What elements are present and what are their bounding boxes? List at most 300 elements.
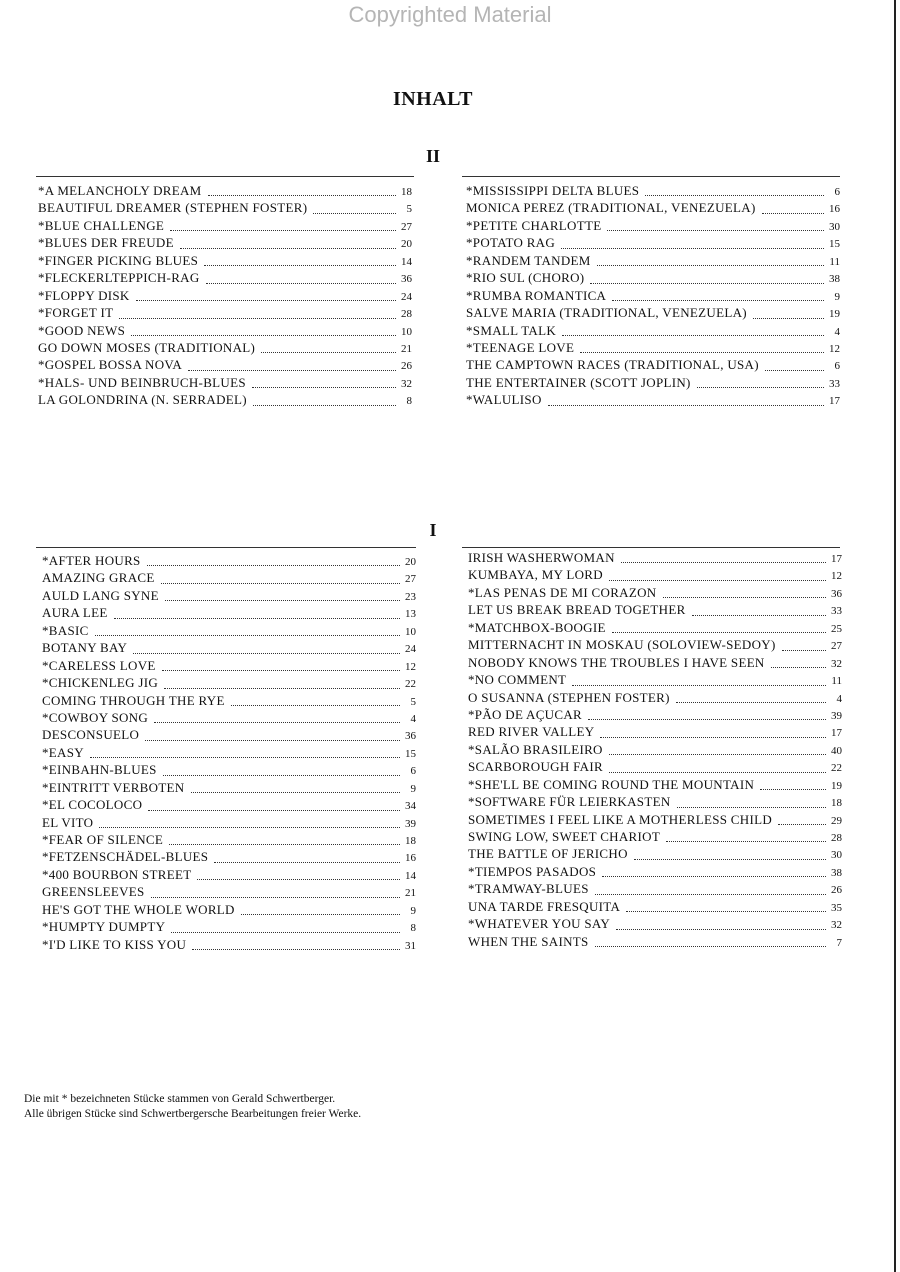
entry-page-number: 32 [831,657,842,670]
entry-title: *PETITE CHARLOTTE [466,217,602,233]
entry-title: IRISH WASHERWOMAN [468,550,615,565]
section-ii-heading: II [425,146,440,166]
entry-title: WHEN THE SAINTS [468,933,589,949]
entry-page-number: 24 [405,643,416,656]
dot-leader [188,369,396,371]
entry-page-number: 32 [831,919,842,932]
section-i-heading: I [429,520,437,540]
toc-entry [466,269,840,286]
dot-leader [562,334,824,336]
entry-page-number: 22 [405,678,416,691]
entry-title: THE CAMPTOWN RACES (TRADITIONAL, USA) [466,357,759,373]
dot-leader [241,913,400,915]
copyright-watermark: Copyrighted Material [348,2,552,27]
entry-page-number: 18 [405,835,416,847]
toc-entry [42,918,416,935]
entry-title: MITTERNACHT IN MOSKAU (SOLOVIEW-SEDOY) [468,637,776,653]
entry-page-number: 27 [405,573,416,586]
toc-entry [38,339,412,356]
entry-title: NOBODY KNOWS THE TROUBLES I HAVE SEEN [468,654,765,670]
entry-title: *GOOD NEWS [38,322,126,338]
entry-page-number: 33 [829,377,840,390]
entry-page-number: 32 [401,377,412,390]
dot-leader [626,910,826,912]
toc-entry [466,182,840,199]
entry-page-number: 10 [405,625,416,638]
entry-title: *HALS- UND BEINBRUCH-BLUES [38,374,246,390]
entry-title: *SOFTWARE FÜR LEIERKASTEN [468,794,671,810]
toc-entry [468,619,842,636]
entry-page-number: 10 [401,325,412,338]
dot-leader [252,386,396,388]
toc-entry [466,287,840,304]
entry-page-number: 5 [406,203,412,216]
entry-title: SWING LOW, SWEET CHARIOT [468,829,661,844]
dot-leader [191,791,401,793]
entry-page-number: 8 [406,395,412,408]
entry-page-number: 34 [405,800,416,813]
toc-entry [468,566,842,583]
toc-entry [468,776,842,793]
entry-title: *EASY [42,744,84,760]
dot-leader [771,666,826,668]
entry-page-number: 39 [831,709,842,722]
toc-entry [466,234,840,251]
entry-title: *FINGER PICKING BLUES [38,252,199,268]
entry-page-number: 30 [829,220,840,233]
toc-entry [42,901,416,918]
entry-title: *RUMBA ROMANTICA [466,287,607,303]
entry-title: SALVE MARIA (TRADITIONAL, VENEZUELA) [466,305,747,321]
toc-entry [42,866,416,883]
entry-page-number: 27 [401,220,412,233]
entry-page-number: 26 [401,360,412,373]
entry-page-number: 26 [831,884,842,897]
toc-entry [42,814,416,831]
entry-page-number: 16 [829,203,840,216]
entry-page-number: 15 [829,238,840,251]
toc-entry [38,199,412,216]
entry-title: *POTATO RAG [466,235,556,251]
entry-title: *SHE'LL BE COMING ROUND THE MOUNTAIN [468,776,755,792]
entry-page-number: 21 [401,342,412,355]
dot-leader [208,194,396,196]
entry-page-number: 25 [831,622,842,635]
dot-leader [572,684,826,686]
dot-leader [170,229,396,231]
entry-title: BEAUTIFUL DREAMER (STEPHEN FOSTER) [38,200,308,216]
entry-page-number: 38 [829,273,840,286]
dot-leader [145,739,400,741]
entry-page-number: 9 [410,904,416,917]
entry-page-number: 6 [834,360,840,373]
dot-leader [590,282,824,284]
entry-title: EL VITO [42,814,94,830]
dot-leader [612,299,824,301]
dot-leader [548,404,824,406]
entry-title: *TRAMWAY-BLUES [468,881,589,897]
toc-entry [42,761,416,778]
entry-title: *PÃO DE AÇUCAR [468,706,582,722]
dot-leader [621,561,826,563]
toc-entry [466,304,840,321]
toc-entry [42,848,416,865]
entry-title: *EINBAHN-BLUES [42,762,157,778]
dot-leader [600,736,826,738]
entry-title: *BASIC [42,622,89,638]
dot-leader [162,669,400,671]
toc-entry [468,898,842,915]
toc-entry [42,796,416,813]
toc-entry [42,936,416,953]
entry-page-number: 9 [834,290,840,303]
dot-leader [147,564,400,566]
entry-page-number: 4 [834,325,840,338]
toc-entry [38,252,412,269]
entry-page-number: 24 [401,290,412,303]
dot-leader [580,351,824,353]
toc-entry [38,217,412,234]
dot-leader [697,386,824,388]
entry-title: *FLOPPY DISK [38,287,130,303]
dot-leader [165,599,400,601]
dot-leader [192,948,400,950]
entry-title: *EL COCOLOCO [42,797,143,813]
entry-page-number: 19 [829,308,840,321]
toc-entry [468,689,842,706]
toc-entry [38,391,412,408]
entry-title: *RANDEM TANDEM [466,252,591,268]
entry-page-number: 40 [831,744,842,757]
entry-title: *MATCHBOX-BOOGIE [468,619,606,635]
entry-title: O SUSANNA (STEPHEN FOSTER) [468,689,670,705]
dot-leader [692,614,826,616]
toc-entry [42,552,416,569]
entry-page-number: 28 [401,308,412,321]
dot-leader [612,631,826,633]
toc-entry [42,622,416,639]
footnote-line-2: Alle übrigen Stücke sind Schwertbergersche Bearbeitungen freier Werke. [24,1108,362,1120]
dot-leader [595,945,826,947]
entry-title: *FETZENSCHÄDEL-BLUES [42,849,209,865]
entry-page-number: 6 [834,186,840,198]
dot-leader [161,582,400,584]
toc-entry [38,374,412,391]
toc-entry [42,883,416,900]
entry-page-number: 5 [410,695,416,708]
entry-page-number: 14 [401,255,412,268]
toc-entry [466,391,840,408]
entry-title: *AFTER HOURS [42,553,141,568]
toc-entry [466,322,840,339]
dot-leader [663,596,827,598]
entry-title: *TEENAGE LOVE [466,339,575,355]
toc-entry [42,692,416,709]
entry-page-number: 12 [829,342,840,355]
dot-leader [206,282,396,284]
dot-leader [131,334,396,336]
toc-entry [468,880,842,897]
entry-title: COMING THROUGH THE RYE [42,692,225,708]
section-ii-left-rule [36,176,414,177]
toc-entry [38,234,412,251]
entry-title: *FLECKERLTEPPICH-RAG [38,270,200,286]
toc-entry [468,741,842,758]
entry-page-number: 4 [836,692,842,705]
toc-entry [468,654,842,671]
dot-leader [645,194,824,196]
entry-page-number: 16 [405,852,416,865]
toc-entry [468,601,842,618]
entry-title: *EINTRITT VERBOTEN [42,779,185,795]
dot-leader [151,896,400,898]
toc-entry [468,845,842,862]
entry-page-number: 11 [831,675,842,688]
toc-entry [468,758,842,775]
entry-page-number: 9 [410,782,416,795]
toc-entry [466,199,840,216]
page-border [894,0,896,1272]
entry-title: *SMALL TALK [466,322,557,338]
entry-page-number: 38 [831,866,842,879]
entry-page-number: 4 [410,712,416,725]
entry-title: AULD LANG SYNE [42,587,159,603]
dot-leader [164,687,400,689]
toc-entry [38,287,412,304]
entry-title: *WHATEVER YOU SAY [468,916,611,932]
dot-leader [95,634,400,636]
entry-title: *SALÃO BRASILEIRO [468,741,603,757]
toc-entry [468,636,842,653]
entry-title: *LAS PENAS DE MI CORAZON [468,584,657,600]
dot-leader [616,928,826,930]
entry-title: GREENSLEEVES [42,884,145,900]
toc-entry [468,549,842,566]
entry-title: *RIO SUL (CHORO) [466,270,585,286]
dot-leader [760,788,826,790]
toc-entry [38,304,412,321]
entry-title: LET US BREAK BREAD TOGETHER [468,602,686,618]
entry-title: *400 BOURBON STREET [42,866,192,882]
toc-entry [468,793,842,810]
entry-page-number: 35 [831,901,842,914]
dot-leader [609,579,826,581]
toc-entry [42,604,416,621]
entry-page-number: 6 [410,765,416,778]
dot-leader [782,649,826,651]
toc-entry [42,639,416,656]
dot-leader [90,756,400,758]
footnote-line-1: Die mit * bezeichneten Stücke stammen von Gerald Schwertberger. [24,1093,336,1105]
toc-entry [42,569,416,586]
toc-entry [468,723,842,740]
dot-leader [253,404,396,406]
dot-leader [561,247,824,249]
toc-entry [468,811,842,828]
entry-page-number: 20 [405,556,416,568]
entry-page-number: 7 [836,936,842,949]
dot-leader [677,806,826,808]
dot-leader [765,369,824,371]
dot-leader [676,701,826,703]
dot-leader [607,229,824,231]
dot-leader [762,212,824,214]
entry-page-number: 29 [831,814,842,827]
dot-leader [753,317,824,319]
entry-title: KUMBAYA, MY LORD [468,567,603,583]
toc-entry [468,671,842,688]
toc-entry [468,706,842,723]
toc-entry [42,831,416,848]
dot-leader [136,299,396,301]
entry-title: *COWBOY SONG [42,709,149,725]
section-i-left-column [42,552,416,953]
entry-page-number: 17 [829,395,840,408]
dot-leader [588,718,826,720]
dot-leader [231,704,400,706]
entry-page-number: 14 [405,869,416,882]
entry-title: *BLUES DER FREUDE [38,235,174,251]
page-title: INHALT [392,88,474,110]
toc-entry [466,252,840,269]
section-ii-right-column [466,182,840,409]
dot-leader [214,861,400,863]
entry-page-number: 33 [831,605,842,618]
entry-page-number: 15 [405,747,416,760]
footnote [24,1092,524,1122]
entry-title: *GOSPEL BOSSA NOVA [38,357,183,373]
entry-page-number: 22 [831,762,842,775]
entry-title: SOMETIMES I FEEL LIKE A MOTHERLESS CHILD [468,811,773,827]
toc-entry [466,339,840,356]
entry-title: AMAZING GRACE [42,570,155,586]
toc-entry [42,726,416,743]
dot-leader [154,721,400,723]
entry-title: RED RIVER VALLEY [468,724,595,740]
entry-page-number: 23 [405,590,416,603]
entry-title: UNA TARDE FRESQUITA [468,898,621,914]
dot-leader [99,826,400,828]
dot-leader [609,753,826,755]
dot-leader [119,317,396,319]
entry-title: *HUMPTY DUMPTY [42,919,166,935]
entry-page-number: 19 [831,779,842,792]
entry-title: DESCONSUELO [42,727,140,743]
entry-title: *NO COMMENT [468,672,567,688]
toc-entry [42,709,416,726]
entry-page-number: 12 [831,570,842,583]
dot-leader [634,858,826,860]
entry-page-number: 30 [831,849,842,862]
section-i-left-rule [36,547,416,548]
entry-page-number: 20 [401,238,412,251]
dot-leader [597,264,824,266]
section-i-right-column [468,549,842,950]
toc-entry [38,182,412,199]
toc-entry [466,356,840,373]
dot-leader [114,617,400,619]
entry-title: *BLUE CHALLENGE [38,217,165,233]
section-ii-right-rule [462,176,840,177]
toc-entry [468,933,842,950]
toc-entry [468,863,842,880]
entry-title: SCARBOROUGH FAIR [468,759,603,775]
entry-page-number: 36 [401,273,412,286]
entry-title: *MISSISSIPPI DELTA BLUES [466,183,640,198]
entry-page-number: 11 [829,255,840,268]
entry-page-number: 36 [831,587,842,600]
entry-title: *WALULISO [466,392,542,408]
dot-leader [609,771,826,773]
entry-title: THE ENTERTAINER (SCOTT JOPLIN) [466,374,691,390]
toc-entry [38,269,412,286]
entry-page-number: 27 [831,640,842,653]
entry-title: GO DOWN MOSES (TRADITIONAL) [38,339,256,355]
toc-entry [42,657,416,674]
dot-leader [197,878,400,880]
toc-entry [468,584,842,601]
dot-leader [313,212,396,214]
toc-entry [42,587,416,604]
entry-page-number: 12 [405,660,416,673]
entry-page-number: 18 [401,186,412,198]
dot-leader [171,931,400,933]
entry-page-number: 18 [831,797,842,810]
toc-entry [38,322,412,339]
entry-title: MONICA PEREZ (TRADITIONAL, VENEZUELA) [466,200,756,216]
entry-page-number: 31 [405,939,416,952]
toc-entry [468,915,842,932]
entry-title: LA GOLONDRINA (N. SERRADEL) [38,392,247,408]
dot-leader [204,264,396,266]
entry-page-number: 17 [831,553,842,565]
dot-leader [595,893,826,895]
entry-page-number: 39 [405,817,416,830]
entry-page-number: 21 [405,887,416,900]
entry-title: *CHICKENLEG JIG [42,675,159,691]
dot-leader [778,823,826,825]
section-ii-left-column [38,182,412,409]
dot-leader [666,840,826,842]
entry-page-number: 13 [405,608,416,621]
entry-title: *A MELANCHOLY DREAM [38,183,202,198]
entry-title: *I'D LIKE TO KISS YOU [42,936,187,952]
entry-title: HE'S GOT THE WHOLE WORLD [42,901,235,917]
toc-entry [468,828,842,845]
entry-page-number: 17 [831,727,842,740]
entry-title: BOTANY BAY [42,640,128,656]
entry-title: *CARELESS LOVE [42,657,156,673]
toc-entry [466,374,840,391]
section-i-right-rule [462,547,840,548]
dot-leader [163,774,400,776]
toc-entry [466,217,840,234]
toc-entry [42,779,416,796]
dot-leader [261,351,396,353]
entry-title: AURA LEE [42,605,108,621]
dot-leader [148,809,400,811]
toc-entry [38,356,412,373]
dot-leader [602,875,826,877]
entry-title: *FORGET IT [38,305,114,321]
dot-leader [133,652,400,654]
entry-title: THE BATTLE OF JERICHO [468,846,628,862]
dot-leader [169,843,400,845]
dot-leader [180,247,396,249]
entry-title: *TIEMPOS PASADOS [468,863,597,879]
toc-entry [42,674,416,691]
entry-page-number: 36 [405,730,416,743]
